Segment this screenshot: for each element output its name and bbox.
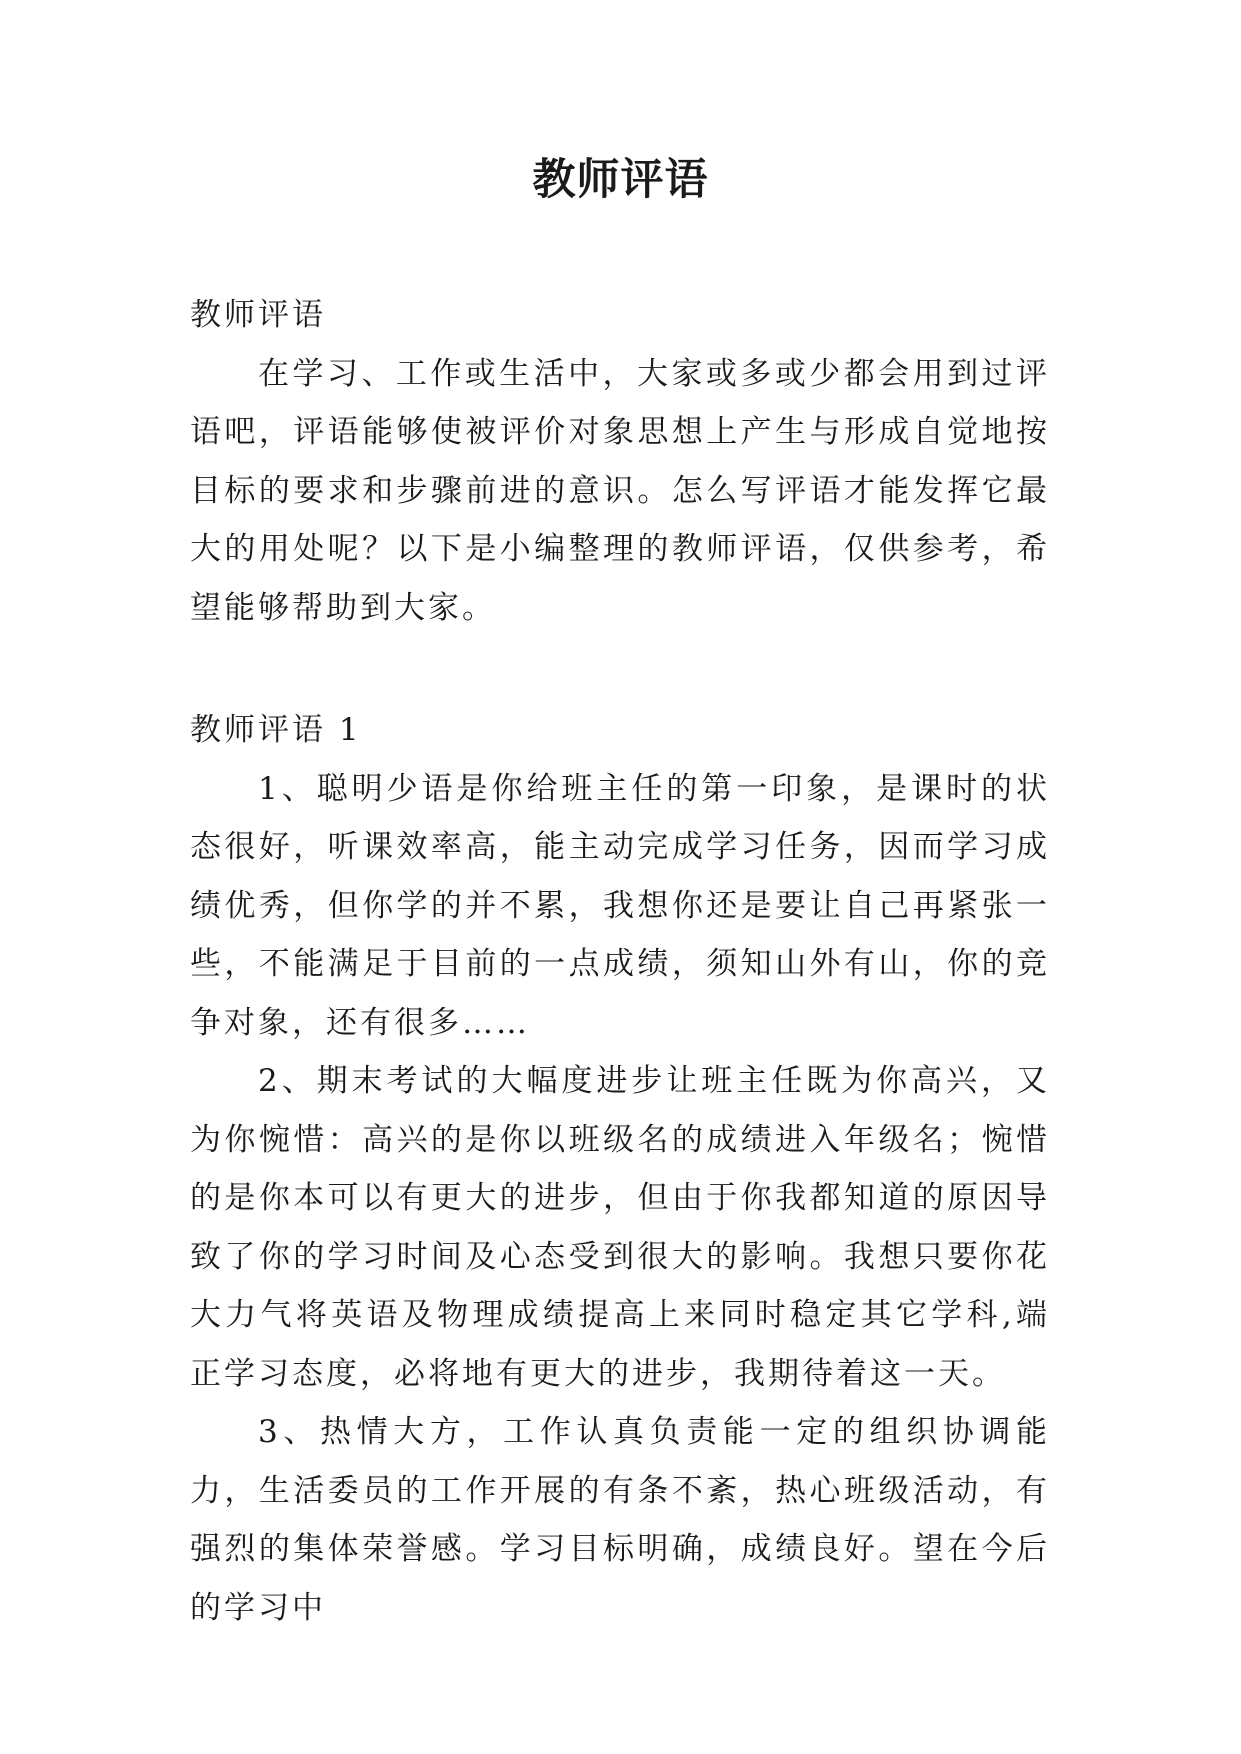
comment-item-1: 1、聪明少语是你给班主任的第一印象，是课时的状态很好，听课效率高，能主动完成学习任务，因而学习成绩优秀，但你学的并不累，我想你还是要让自己再紧张一些，不能满足于目前的一点成绩，须知山外有山，你的竞争对象，还有很多…… <box>190 770 1050 1041</box>
intro-paragraph: 在学习、工作或生活中，大家或多或少都会用到过评语吧，评语能够使被评价对象思想上产生与形成自觉地按目标的要求和步骤前进的意识。怎么写评语才能发挥它最大的用处呢？以下是小编整理的教师评语，仅供参考，希望能够帮助到大家。 <box>190 355 1050 626</box>
document-title: 教师评语 <box>532 155 709 205</box>
document-body <box>190 286 1050 1637</box>
intro-heading: 教师评语 <box>190 297 326 333</box>
section-heading: 教师评语 1 <box>190 712 362 748</box>
comment-item-2: 2、期末考试的大幅度进步让班主任既为你高兴，又为你惋惜：高兴的是你以班级名的成绩进入年级名；惋惜的是你本可以有更大的进步，但由于你我都知道的原因导致了你的学习时间及心态受到很大的影响。我想只要你花大力气将英语及物理成绩提高上来同时稳定其它学科,端正学习态度，必将地有更大的进步，我期待着这一天。 <box>190 1063 1050 1392</box>
section-spacer <box>190 637 1050 701</box>
comment-item-3: 3、热情大方，工作认真负责能一定的组织协调能力，生活委员的工作开展的有条不紊，热心班级活动，有强烈的集体荣誉感。学习目标明确，成绩良好。望在今后的学习中 <box>190 1414 1050 1626</box>
